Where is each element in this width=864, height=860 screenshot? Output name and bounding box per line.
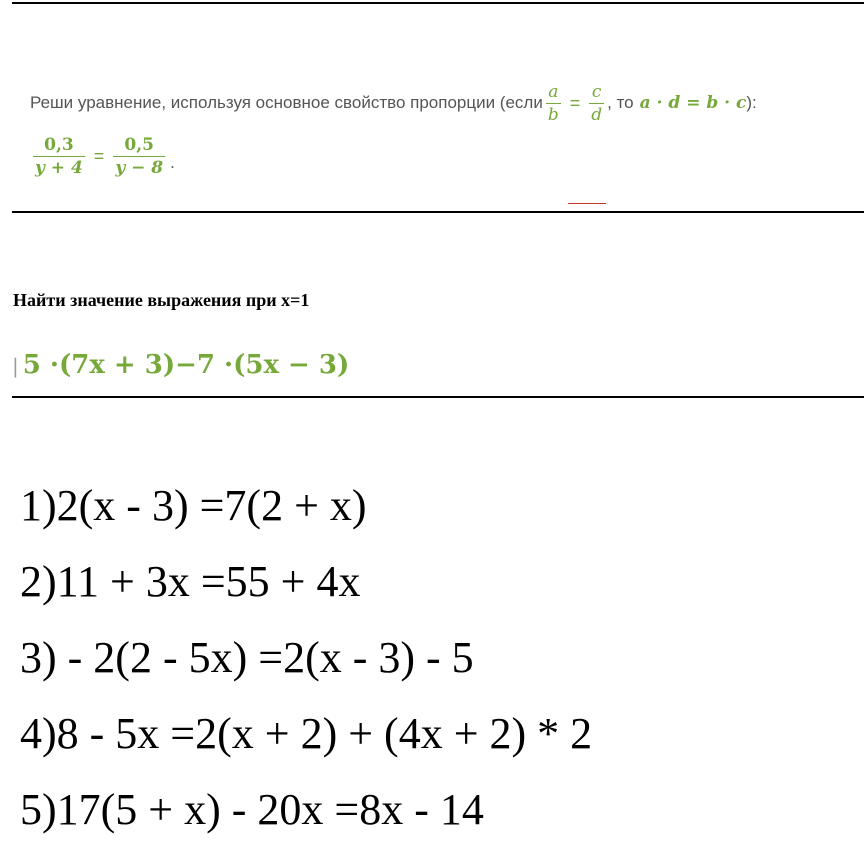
equation-frac-left — [33, 135, 85, 178]
divider-2 — [12, 211, 864, 213]
task-rule: a · d = b · c — [639, 93, 747, 113]
frac2-num: 0,5 — [124, 134, 154, 155]
frac-b: b — [547, 104, 559, 125]
equation-frac-right — [113, 135, 165, 178]
task-middle: , то — [607, 93, 634, 112]
equation-period: . — [170, 153, 175, 172]
frac1-num: 0,3 — [44, 134, 74, 155]
equation-equals: = — [93, 145, 105, 166]
frac-c: c — [591, 81, 602, 102]
proportion-frac-c-d — [589, 82, 604, 125]
frac2-den: y − 8 — [115, 157, 164, 178]
frac-a: a — [548, 81, 559, 102]
equation-3: 3) - 2(2 - 5x) =2(x - 3) - 5 — [20, 633, 474, 682]
red-underline-mark — [568, 203, 606, 204]
equation-list — [20, 468, 592, 848]
expression-text: 5 ·(7x + 3)−7 ·(5x − 3) — [22, 350, 350, 380]
task-block — [30, 78, 860, 184]
task-equation — [30, 128, 860, 184]
section2-heading: Найти значение выражения при x=1 — [13, 290, 310, 310]
proportion-frac-a-b — [546, 82, 561, 125]
frac1-den: y + 4 — [35, 157, 83, 178]
top-divider — [12, 2, 864, 4]
equation-5: 5)17(5 + x) - 20x =8x - 14 — [20, 785, 484, 834]
task-suffix: ): — [746, 93, 757, 112]
task-instruction — [30, 78, 860, 128]
section2-expression: | 5 ·(7x + 3)−7 ·(5x − 3) — [12, 350, 350, 380]
equation-2: 2)11 + 3x =55 + 4x — [20, 557, 361, 606]
frac-d: d — [591, 104, 603, 125]
equation-4: 4)8 - 5x =2(x + 2) + (4x + 2) * 2 — [20, 709, 593, 758]
task-prefix: Реши уравнение, используя основное свойство пропорции (если — [30, 93, 543, 112]
proportion-equals: = — [569, 92, 581, 113]
divider-3 — [12, 396, 864, 398]
equation-1: 1)2(x - 3) =7(2 + x) — [20, 481, 367, 530]
